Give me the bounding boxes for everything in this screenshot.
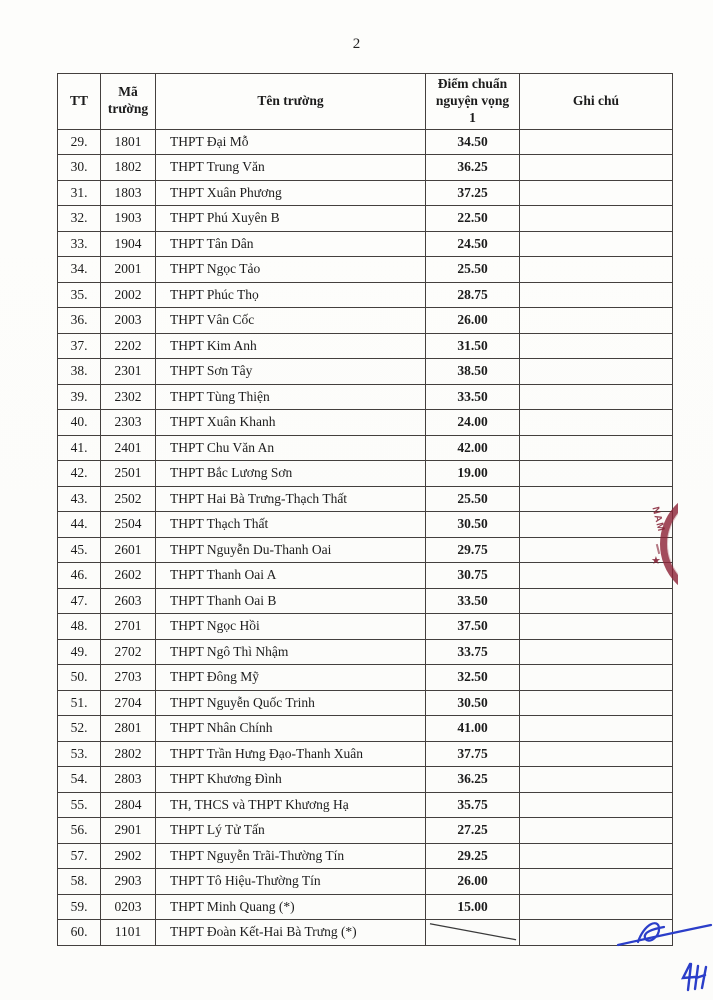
school-code: 2002 — [101, 282, 156, 308]
school-name: THPT Nguyễn Quốc Trinh — [156, 690, 426, 716]
school-name: THPT Tân Dân — [156, 231, 426, 257]
table-body — [58, 129, 673, 945]
column-header-note: Ghi chú — [520, 74, 673, 130]
note — [520, 665, 673, 691]
school-name: TH, THCS và THPT Khương Hạ — [156, 792, 426, 818]
row-index: 48. — [58, 614, 101, 640]
school-name: THPT Đông Mỹ — [156, 665, 426, 691]
school-code: 2504 — [101, 512, 156, 538]
score-value: 31.50 — [426, 333, 520, 359]
row-index: 46. — [58, 563, 101, 589]
school-name: THPT Khương Đình — [156, 767, 426, 793]
note — [520, 282, 673, 308]
table-row — [58, 588, 673, 614]
note — [520, 180, 673, 206]
table-row — [58, 690, 673, 716]
school-code: 2502 — [101, 486, 156, 512]
table-row — [58, 410, 673, 436]
stamp-star-icon: ★ — [651, 555, 661, 567]
score-value: 36.25 — [426, 767, 520, 793]
row-index: 58. — [58, 869, 101, 895]
school-code: 1803 — [101, 180, 156, 206]
note — [520, 231, 673, 257]
page-number: 2 — [352, 36, 361, 52]
table-row — [58, 665, 673, 691]
school-name: THPT Trung Văn — [156, 155, 426, 181]
table-row — [58, 180, 673, 206]
table-row — [58, 537, 673, 563]
row-index: 38. — [58, 359, 101, 385]
school-name: THPT Sơn Tây — [156, 359, 426, 385]
table-row — [58, 920, 673, 946]
table-row — [58, 639, 673, 665]
row-index: 39. — [58, 384, 101, 410]
note — [520, 818, 673, 844]
row-index: 53. — [58, 741, 101, 767]
row-index: 59. — [58, 894, 101, 920]
row-index: 31. — [58, 180, 101, 206]
score-value: 24.00 — [426, 410, 520, 436]
school-code: 2401 — [101, 435, 156, 461]
school-code: 2903 — [101, 869, 156, 895]
row-index: 32. — [58, 206, 101, 232]
note — [520, 614, 673, 640]
signature-mark-2 — [683, 964, 706, 990]
school-code: 1801 — [101, 129, 156, 155]
row-index: 41. — [58, 435, 101, 461]
row-index: 50. — [58, 665, 101, 691]
score-value: 26.00 — [426, 869, 520, 895]
table-row — [58, 614, 673, 640]
school-code: 2802 — [101, 741, 156, 767]
note — [520, 410, 673, 436]
table-row — [58, 894, 673, 920]
row-index: 45. — [58, 537, 101, 563]
table-row — [58, 155, 673, 181]
school-name: THPT Kim Anh — [156, 333, 426, 359]
school-name: THPT Thanh Oai B — [156, 588, 426, 614]
school-name: THPT Bắc Lương Sơn — [156, 461, 426, 487]
school-name: THPT Xuân Khanh — [156, 410, 426, 436]
table-row — [58, 512, 673, 538]
score-value: 38.50 — [426, 359, 520, 385]
school-code: 2301 — [101, 359, 156, 385]
table-row — [58, 435, 673, 461]
school-code: 2003 — [101, 308, 156, 334]
school-code: 0203 — [101, 894, 156, 920]
column-header-code: Mã trường — [101, 74, 156, 130]
row-index: 57. — [58, 843, 101, 869]
score-value: 19.00 — [426, 461, 520, 487]
school-code: 2601 — [101, 537, 156, 563]
row-index: 54. — [58, 767, 101, 793]
school-name: THPT Xuân Phương — [156, 180, 426, 206]
table-row — [58, 257, 673, 283]
note — [520, 920, 673, 946]
row-index: 33. — [58, 231, 101, 257]
note — [520, 512, 673, 538]
score-value: 32.50 — [426, 665, 520, 691]
row-index: 30. — [58, 155, 101, 181]
row-index: 47. — [58, 588, 101, 614]
table-row — [58, 741, 673, 767]
row-index: 51. — [58, 690, 101, 716]
table-row — [58, 563, 673, 589]
table-row — [58, 869, 673, 895]
note — [520, 333, 673, 359]
school-code: 2603 — [101, 588, 156, 614]
row-index: 49. — [58, 639, 101, 665]
table-header — [58, 74, 673, 130]
row-index: 34. — [58, 257, 101, 283]
column-header-score: Điểm chuẩn nguyện vọng 1 — [426, 74, 520, 130]
note — [520, 435, 673, 461]
school-code: 1802 — [101, 155, 156, 181]
school-code: 2303 — [101, 410, 156, 436]
note — [520, 588, 673, 614]
score-value: 29.75 — [426, 537, 520, 563]
school-name: THPT Đại Mỗ — [156, 129, 426, 155]
note — [520, 894, 673, 920]
school-name: THPT Ngọc Hồi — [156, 614, 426, 640]
school-name: THPT Chu Văn An — [156, 435, 426, 461]
note — [520, 155, 673, 181]
score-value: 15.00 — [426, 894, 520, 920]
score-value: 22.50 — [426, 206, 520, 232]
row-index: 55. — [58, 792, 101, 818]
note — [520, 843, 673, 869]
school-name: THPT Ngô Thì Nhậm — [156, 639, 426, 665]
school-name: THPT Nguyễn Du-Thanh Oai — [156, 537, 426, 563]
row-index: 52. — [58, 716, 101, 742]
school-code: 2701 — [101, 614, 156, 640]
school-name: THPT Vân Cốc — [156, 308, 426, 334]
score-value: 36.25 — [426, 155, 520, 181]
note — [520, 359, 673, 385]
table-row — [58, 231, 673, 257]
score-value: 37.50 — [426, 614, 520, 640]
table-row — [58, 792, 673, 818]
table-row — [58, 486, 673, 512]
school-name: THPT Nguyễn Trãi-Thường Tín — [156, 843, 426, 869]
school-code: 1904 — [101, 231, 156, 257]
row-index: 29. — [58, 129, 101, 155]
row-index: 35. — [58, 282, 101, 308]
school-name: THPT Tô Hiệu-Thường Tín — [156, 869, 426, 895]
row-index: 60. — [58, 920, 101, 946]
table-row — [58, 716, 673, 742]
note — [520, 767, 673, 793]
table-row — [58, 818, 673, 844]
school-name: THPT Ngọc Tảo — [156, 257, 426, 283]
note — [520, 384, 673, 410]
table-row — [58, 359, 673, 385]
school-code: 2702 — [101, 639, 156, 665]
score-table — [57, 73, 673, 946]
score-value: 41.00 — [426, 716, 520, 742]
table-row — [58, 308, 673, 334]
school-code: 1101 — [101, 920, 156, 946]
table-header-row — [58, 74, 673, 130]
note — [520, 869, 673, 895]
score-value: 29.25 — [426, 843, 520, 869]
school-code: 2302 — [101, 384, 156, 410]
score-value: 37.25 — [426, 180, 520, 206]
note — [520, 257, 673, 283]
note — [520, 129, 673, 155]
column-header-tt: TT — [58, 74, 101, 130]
school-code: 2501 — [101, 461, 156, 487]
stamp-text: NAM — [649, 505, 667, 534]
note — [520, 206, 673, 232]
note — [520, 690, 673, 716]
school-name: THPT Thanh Oai A — [156, 563, 426, 589]
school-name: THPT Minh Quang (*) — [156, 894, 426, 920]
score-value: 28.75 — [426, 282, 520, 308]
table-row — [58, 333, 673, 359]
score-value: 33.75 — [426, 639, 520, 665]
school-name: THPT Đoàn Kết-Hai Bà Trưng (*) — [156, 920, 426, 946]
row-index: 43. — [58, 486, 101, 512]
crossed-out-slash-icon — [426, 920, 519, 945]
school-name: THPT Trần Hưng Đạo-Thanh Xuân — [156, 741, 426, 767]
school-name: THPT Hai Bà Trưng-Thạch Thất — [156, 486, 426, 512]
school-code: 2602 — [101, 563, 156, 589]
row-index: 42. — [58, 461, 101, 487]
note — [520, 537, 673, 563]
row-index: 40. — [58, 410, 101, 436]
score-value: 24.50 — [426, 231, 520, 257]
note — [520, 461, 673, 487]
school-code: 2202 — [101, 333, 156, 359]
school-code: 2803 — [101, 767, 156, 793]
school-code: 2704 — [101, 690, 156, 716]
school-code: 2902 — [101, 843, 156, 869]
note — [520, 639, 673, 665]
table-row — [58, 129, 673, 155]
school-code: 2801 — [101, 716, 156, 742]
school-code: 2901 — [101, 818, 156, 844]
school-name: THPT Lý Tử Tấn — [156, 818, 426, 844]
score-value: 33.50 — [426, 384, 520, 410]
table-row — [58, 461, 673, 487]
table-row — [58, 767, 673, 793]
note — [520, 716, 673, 742]
score-value: 27.25 — [426, 818, 520, 844]
table-row — [58, 282, 673, 308]
note — [520, 792, 673, 818]
column-header-name: Tên trường — [156, 74, 426, 130]
score-value: 42.00 — [426, 435, 520, 461]
note — [520, 563, 673, 589]
school-name: THPT Tùng Thiện — [156, 384, 426, 410]
row-index: 36. — [58, 308, 101, 334]
note — [520, 308, 673, 334]
school-code: 2001 — [101, 257, 156, 283]
school-name: THPT Nhân Chính — [156, 716, 426, 742]
school-code: 2703 — [101, 665, 156, 691]
school-name: THPT Thạch Thất — [156, 512, 426, 538]
school-name: THPT Phú Xuyên B — [156, 206, 426, 232]
school-code: 2804 — [101, 792, 156, 818]
table-row — [58, 384, 673, 410]
note — [520, 741, 673, 767]
row-index: 37. — [58, 333, 101, 359]
row-index: 44. — [58, 512, 101, 538]
score-value: 25.50 — [426, 257, 520, 283]
score-value: 25.50 — [426, 486, 520, 512]
score-value: 37.75 — [426, 741, 520, 767]
school-code: 1903 — [101, 206, 156, 232]
score-value — [426, 920, 520, 946]
score-value: 30.50 — [426, 690, 520, 716]
score-value: 26.00 — [426, 308, 520, 334]
school-name: THPT Phúc Thọ — [156, 282, 426, 308]
score-value: 34.50 — [426, 129, 520, 155]
table-row — [58, 206, 673, 232]
score-value: 35.75 — [426, 792, 520, 818]
note — [520, 486, 673, 512]
score-value: 30.75 — [426, 563, 520, 589]
score-value: 33.50 — [426, 588, 520, 614]
score-value: 30.50 — [426, 512, 520, 538]
table-row — [58, 843, 673, 869]
row-index: 56. — [58, 818, 101, 844]
